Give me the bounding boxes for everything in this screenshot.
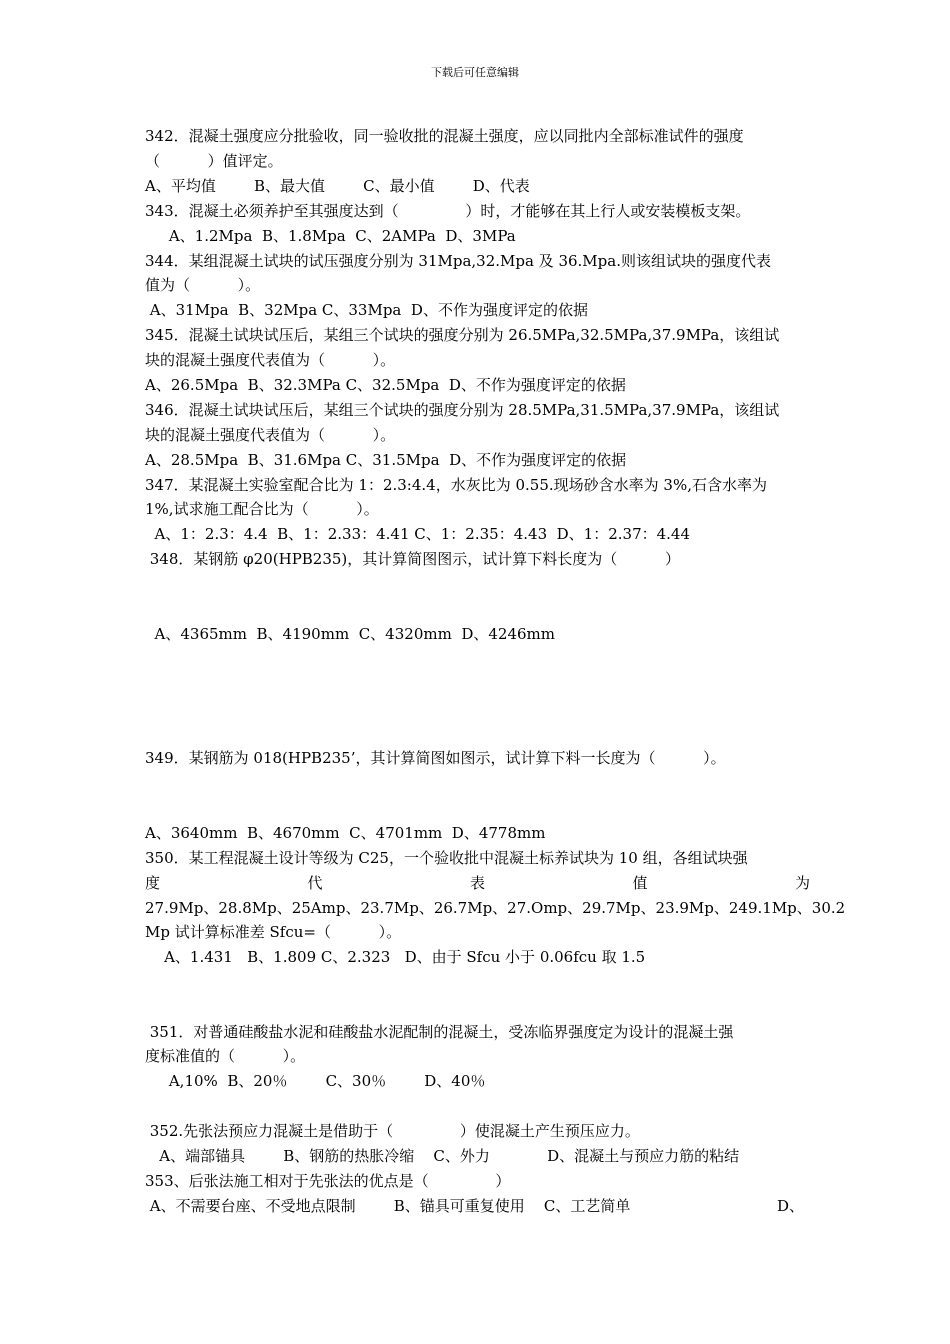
q347-line1: 347．某混凝土实验室配合比为 1：2.3:4.4，水灰比为 0.55.现场砂含水率为 3%,石含水率为 [145, 476, 767, 494]
q342-line2: （ ）值评定。 [145, 152, 283, 170]
q348-line1: 348．某钢筋 φ20(HPB235)，其计算简图图示，试计算下料长度为（ ） [145, 550, 680, 568]
q353-options: A、不需要台座、不受地点限制 B、锚具可重复使用 C、工艺简单 [145, 1197, 631, 1215]
q346-line1: 346．混凝土试块试压后，某组三个试块的强度分别为 28.5MPa,31.5MPa,37.9MPa，该组试 [145, 401, 780, 419]
q353-line1: 353、后张法施工相对于先张法的优点是（ ） [145, 1172, 511, 1190]
q350-line3: 27.9Mp、28.8Mp、25Amp、23.7Mp、26.7Mp、27.Omp、29.7Mp、23.9Mp、249.1Mp、30.2 [145, 899, 846, 917]
q346-options: A、28.5Mpa B、31.6Mpa C、31.5Mpa D、不作为强度评定的依据 [145, 451, 627, 469]
q350-line2-justified [145, 872, 810, 894]
q350-options: A、1.431 B、1.809 C、2.323 D、由于 Sfcu 小于 0.06fcu 取 1.5 [145, 948, 646, 966]
q345-line2: 块的混凝土强度代表值为（ ）。 [145, 351, 396, 369]
q342-options: A、平均值 B、最大值 C、最小值 D、代表 [145, 177, 530, 195]
q350-line4: Mp 试计算标准差 Sfcu=（ ）。 [145, 923, 402, 941]
q352-options: A、端部锚具 B、钢筋的热胀冷缩 C、外力 D、混凝土与预应力筋的粘结 [145, 1147, 740, 1165]
page-header: 下载后可任意编辑 [431, 66, 519, 79]
q346-line2: 块的混凝土强度代表值为（ ）。 [145, 426, 396, 444]
q347-line2: 1%,试求施工配合比为（ ）。 [145, 500, 379, 518]
justified-char: 度 [145, 874, 161, 892]
justified-char: 表 [469, 874, 485, 892]
q343-line1: 343．混凝土必须养护至其强度达到（ ）时，才能够在其上行人或安装模板支架。 [145, 202, 751, 220]
q349-options: A、3640mm B、4670mm C、4701mm D、4778mm [145, 824, 546, 842]
q347-options: A、1：2.3：4.4 B、1：2.33：4.41 C、1：2.35：4.43 D、1：2.37：4.44 [145, 525, 691, 543]
justified-char: 代 [307, 874, 323, 892]
q351-options: A,10% B、20％ C、30％ D、40％ [145, 1072, 486, 1090]
justified-char: 为 [794, 874, 810, 892]
q349-line1: 349．某钢筋为 018(HPB235’，其计算简图如图示，试计算下料一长度为（ ）。 [145, 749, 726, 767]
q344-line2: 值为（ ）。 [145, 276, 261, 294]
q353-option-d: D、 [777, 1197, 805, 1215]
q352-line1: 352.先张法预应力混凝土是借助于（ ）使混凝土产生预压应力。 [145, 1122, 640, 1140]
q345-options: A、26.5Mpa B、32.3MPa C、32.5Mpa D、不作为强度评定的依据 [145, 376, 626, 394]
q351-line2: 度标准值的（ ）。 [145, 1047, 306, 1065]
q351-line1: 351．对普通硅酸盐水泥和硅酸盐水泥配制的混凝土，受冻临界强度定为设计的混凝土强 [145, 1023, 734, 1041]
q348-options: A、4365mm B、4190mm C、4320mm D、4246mm [145, 625, 555, 643]
q344-options: A、31Mpa B、32Mpa C、33Mpa D、不作为强度评定的依据 [145, 301, 588, 319]
justified-char: 值 [632, 874, 648, 892]
q345-line1: 345．混凝土试块试压后，某组三个试块的强度分别为 26.5MPa,32.5MPa,37.9MPa，该组试 [145, 326, 780, 344]
q344-line1: 344．某组混凝土试块的试压强度分别为 31Mpa,32.Mpa 及 36.Mpa.则该组试块的强度代表 [145, 252, 771, 270]
q350-line1: 350．某工程混凝土设计等级为 C25，一个验收批中混凝土标养试块为 10 组，各组试块强 [145, 849, 748, 867]
q343-options: A、1.2Mpa B、1.8Mpa C、2AMPa D、3MPa [145, 227, 516, 245]
q342-line1: 342．混凝土强度应分批验收，同一验收批的混凝土强度，应以同批内全部标准试件的强度 [145, 127, 744, 145]
